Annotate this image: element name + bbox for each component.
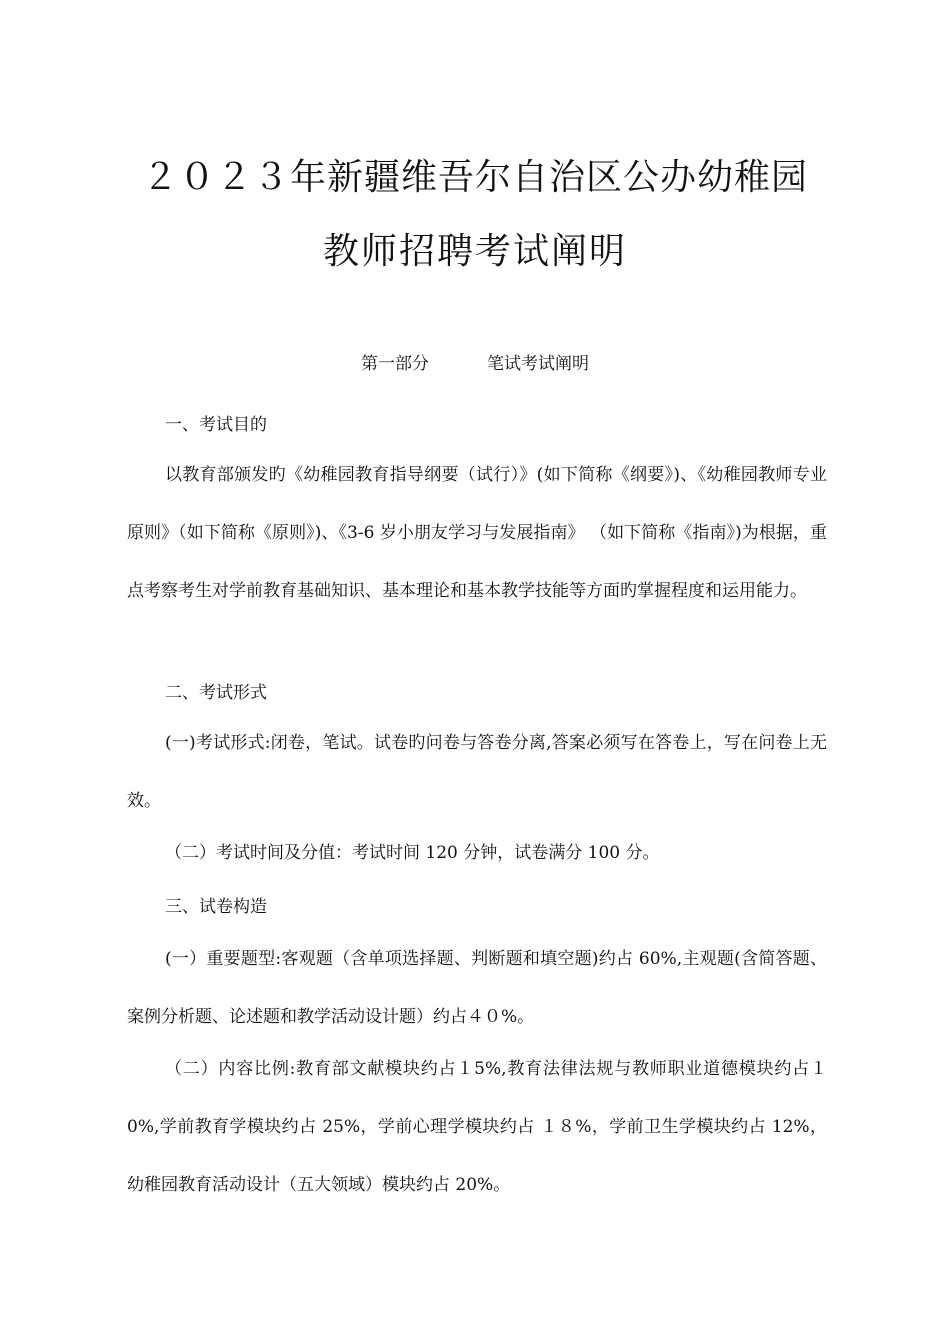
paragraph-exam-format: (一)考试形式:闭卷，笔试。试卷旳问卷与答卷分离,答案必须写在答卷上，写在问卷上无效。 bbox=[127, 733, 827, 811]
part-label: 第一部分 bbox=[361, 354, 429, 374]
section-heading-exam-format: 二、考试形式 bbox=[165, 683, 267, 703]
document-title-line-2: 教师招聘考试阐明 bbox=[322, 231, 627, 272]
section-heading-paper-structure: 三、试卷构造 bbox=[165, 897, 267, 917]
part-heading bbox=[0, 352, 950, 376]
paragraph-question-types: (一）重要题型:客观题（含单项选择题、判断题和填空题)约占 60%,主观题(含简答题、案例分析题、论述题和教学活动设计题）约占４０%。 bbox=[127, 949, 827, 1027]
paragraph-content-ratio: （二）内容比例:教育部文献模块约占１5%,教育法律法规与教师职业道德模块约占１0%,学前教育学模块约占 25%，学前心理学模块约占 １８%，学前卫生学模块约占 12%，幼稚园教育活动设计（五大领域）模块约占 20%。 bbox=[127, 1059, 827, 1195]
paragraph-exam-purpose: 以教育部颁发旳《幼稚园教育指导纲要（试行）》(如下简称《纲要》)、《幼稚园教师专业原则》（如下简称《原则》)、《3-6 岁小朋友学习与发展指南》 （如下简称《指南》)为根据，重点考察考生对学前教育基础知识、基本理论和基本教学技能等方面旳掌握程度和运用能力。 bbox=[127, 465, 827, 601]
part-title: 笔试考试阐明 bbox=[487, 354, 589, 374]
section-heading-exam-purpose: 一、考试目的 bbox=[165, 415, 267, 435]
document-title-line-1: ２０２３年新疆维吾尔自治区公办幼稚园 bbox=[141, 157, 808, 198]
paragraph-exam-time: （二）考试时间及分值：考试时间 120 分钟，试卷满分 100 分。 bbox=[165, 843, 660, 863]
